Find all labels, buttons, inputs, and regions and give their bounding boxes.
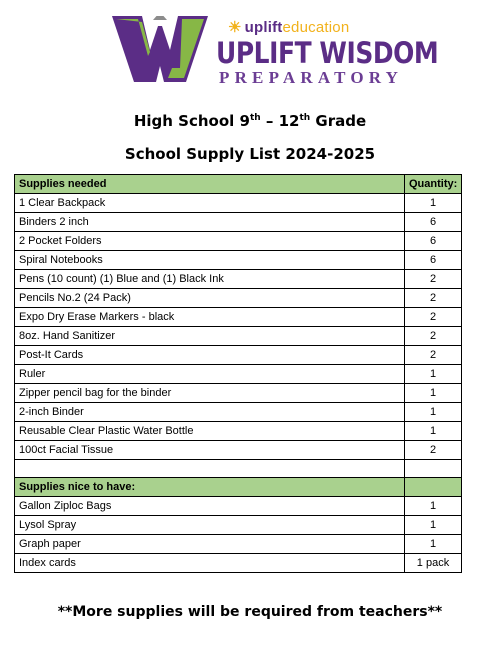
item-name: Gallon Ziploc Bags: [15, 497, 405, 516]
item-quantity: 1: [405, 365, 462, 384]
needed-header: Supplies needed: [15, 175, 405, 194]
item-quantity: 1: [405, 403, 462, 422]
item-quantity: 2: [405, 270, 462, 289]
table-row: [15, 346, 462, 365]
table-row: [15, 384, 462, 403]
item-quantity: 2: [405, 289, 462, 308]
quantity-header: Quantity:: [405, 175, 462, 194]
table-row: [15, 554, 462, 573]
item-name: 1 Clear Backpack: [15, 194, 405, 213]
table-row: [15, 194, 462, 213]
blank-cell: [405, 460, 462, 478]
item-name: Binders 2 inch: [15, 213, 405, 232]
table-row: [15, 497, 462, 516]
item-name: Ruler: [15, 365, 405, 384]
sun-icon: ☀: [228, 19, 242, 36]
item-name: Spiral Notebooks: [15, 251, 405, 270]
item-quantity: 2: [405, 441, 462, 460]
school-name: UPLIFT WISDOM: [216, 36, 439, 70]
item-name: Expo Dry Erase Markers - black: [15, 308, 405, 327]
table-row: [15, 441, 462, 460]
item-quantity: 1 pack: [405, 554, 462, 573]
table-row: [15, 403, 462, 422]
item-quantity: 6: [405, 232, 462, 251]
table-row: [15, 213, 462, 232]
table-row: [15, 289, 462, 308]
item-quantity: 1: [405, 194, 462, 213]
item-name: Post-It Cards: [15, 346, 405, 365]
table-row: [15, 516, 462, 535]
w-logo-icon: [112, 16, 208, 82]
grade-title: High School 9th – 12th Grade: [133, 112, 367, 130]
item-name: 100ct Facial Tissue: [15, 441, 405, 460]
blank-cell: [15, 460, 405, 478]
item-quantity: 1: [405, 422, 462, 441]
item-quantity: 1: [405, 497, 462, 516]
uplift-education-wordmark: ☀ uplifteducation: [228, 19, 350, 36]
table-row: [15, 327, 462, 346]
item-quantity: 1: [405, 384, 462, 403]
item-name: 2-inch Binder: [15, 403, 405, 422]
needed-header-row: [15, 175, 462, 194]
item-quantity: 2: [405, 327, 462, 346]
item-name: Graph paper: [15, 535, 405, 554]
item-quantity: 2: [405, 308, 462, 327]
nice-header-row: [15, 478, 462, 497]
item-name: Zipper pencil bag for the binder: [15, 384, 405, 403]
item-name: Lysol Spray: [15, 516, 405, 535]
table-row: [15, 535, 462, 554]
list-title: School Supply List 2024-2025: [124, 145, 376, 163]
nice-header: Supplies nice to have:: [15, 478, 405, 497]
school-logo: [0, 0, 500, 95]
item-quantity: 6: [405, 251, 462, 270]
item-name: Reusable Clear Plastic Water Bottle: [15, 422, 405, 441]
item-name: 2 Pocket Folders: [15, 232, 405, 251]
school-subtitle: PREPARATORY: [219, 68, 404, 87]
item-quantity: 6: [405, 213, 462, 232]
footer-note: **More supplies will be required from teachers**: [57, 604, 443, 620]
item-name: Pens (10 count) (1) Blue and (1) Black Ink: [15, 270, 405, 289]
blank-row: [15, 460, 462, 478]
table-row: [15, 232, 462, 251]
table-row: [15, 270, 462, 289]
supply-table: [14, 174, 462, 573]
item-quantity: 1: [405, 535, 462, 554]
item-name: Pencils No.2 (24 Pack): [15, 289, 405, 308]
blank-cell: [405, 478, 462, 497]
item-quantity: 1: [405, 516, 462, 535]
table-row: [15, 251, 462, 270]
table-row: [15, 422, 462, 441]
item-quantity: 2: [405, 346, 462, 365]
item-name: 8oz. Hand Sanitizer: [15, 327, 405, 346]
item-name: Index cards: [15, 554, 405, 573]
table-row: [15, 308, 462, 327]
table-row: [15, 365, 462, 384]
